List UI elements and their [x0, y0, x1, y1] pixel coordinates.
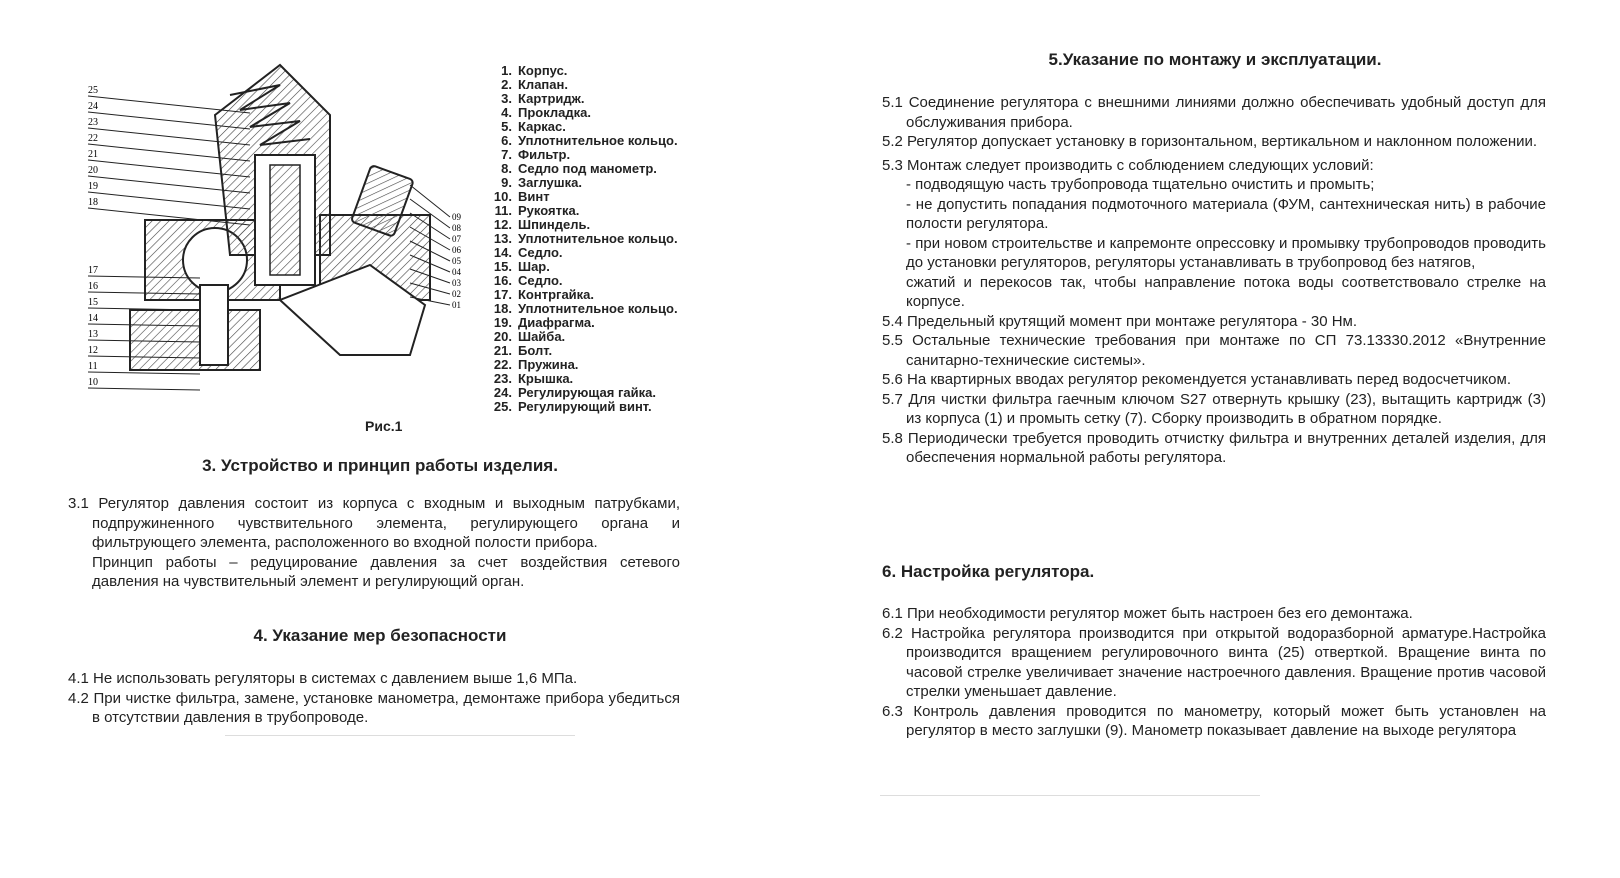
callout-label: 03 — [452, 278, 461, 288]
callout-label: 12 — [88, 345, 98, 356]
part-name: Клапан. — [518, 77, 568, 92]
part-name: Контргайка. — [518, 287, 595, 302]
part-number: 22. — [493, 357, 512, 372]
parts-list-item — [486, 176, 678, 190]
parts-list-item — [486, 232, 678, 246]
part-number: 20. — [493, 329, 512, 344]
left-page — [0, 0, 780, 878]
section-5-heading: 5.Указание по монтажу и эксплуатации. — [1048, 50, 1382, 69]
callout-label: 25 — [88, 85, 98, 96]
part-name: Шар. — [518, 259, 550, 274]
part-name: Шпиндель. — [518, 217, 591, 232]
parts-list-item — [486, 162, 678, 176]
regulator-drawing — [80, 55, 500, 415]
parts-list-item — [486, 92, 678, 106]
callout-label: 15 — [88, 297, 98, 308]
part-name: Фильтр. — [518, 147, 571, 162]
parts-list-item — [486, 330, 678, 344]
parts-list-item — [486, 190, 678, 204]
section-3-body — [68, 494, 680, 592]
part-number: 15. — [493, 259, 512, 274]
parts-list-item — [486, 288, 678, 302]
section-5-3-a: - подводящую часть трубопровода тщательно очистить и промыть; — [906, 176, 1375, 193]
part-number: 4. — [501, 105, 512, 120]
section-5-7-text: 5.7 Для чистки фильтра гаечным ключом S27 отвернуть крышку (23), вытащить картридж (3) из корпуса (1) и промыть сетку (7). Сборку производить в обратном порядке. — [882, 390, 1546, 427]
section-5-4-text: 5.4 Предельный крутящий момент при монтаже регулятора - 30 Нм. — [882, 312, 1358, 330]
section-5-8-text: 5.8 Периодически требуется проводить отчистку фильтра и внутренних деталей изделия, для обеспечения нормальной работы регулятора. — [882, 429, 1546, 466]
part-name: Винт — [518, 189, 550, 204]
parts-list-item — [486, 148, 678, 162]
part-number: 24. — [493, 385, 512, 400]
part-number: 3. — [501, 91, 512, 106]
part-number: 9. — [501, 175, 512, 190]
parts-list-item — [486, 204, 678, 218]
callout-label: 19 — [88, 181, 98, 192]
part-name: Уплотнительное кольцо. — [518, 133, 678, 148]
part-name: Шайба. — [518, 329, 566, 344]
part-number: 10. — [493, 189, 512, 204]
callout-label: 24 — [88, 101, 98, 112]
section-6-3-text: 6.3 Контроль давления проводится по манометру, который может быть установлен на регулятор в место заглушки (9). Манометр показывает давление на выходе регулятора — [882, 702, 1546, 739]
part-name: Рукоятка. — [518, 203, 580, 218]
callout-label: 14 — [88, 313, 98, 324]
part-number: 18. — [493, 301, 512, 316]
part-name: Прокладка. — [518, 105, 591, 120]
section-5-3-d: сжатий и перекосов так, чтобы направление потока воды соответствовало стрелке на корпусе. — [906, 273, 1546, 310]
parts-list-item — [486, 372, 678, 386]
section-4-2-text: 4.2 При чистке фильтра, замене, установке манометра, демонтаже прибора убедиться в отсутствии давления в трубопроводе. — [68, 689, 680, 726]
part-name: Корпус. — [518, 63, 568, 78]
callout-label: 10 — [88, 377, 98, 388]
part-name: Крышка. — [518, 371, 574, 386]
part-number: 11. — [494, 203, 512, 218]
spindle — [270, 165, 300, 275]
parts-list — [486, 64, 678, 414]
parts-list-item — [486, 134, 678, 148]
parts-list-item — [486, 344, 678, 358]
part-number: 1. — [501, 63, 512, 78]
section-4-1-text: 4.1 Не использовать регуляторы в системах с давлением выше 1,6 МПа. — [68, 670, 578, 687]
callout-label: 06 — [452, 245, 461, 255]
section-5-1-text: 5.1 Соединение регулятора с внешними линиями должно обеспечивать удобный доступ для обслуживания прибора. — [882, 94, 1546, 131]
section-6-body — [882, 604, 1546, 741]
callout-leader — [88, 388, 200, 390]
part-number: 25. — [493, 399, 512, 414]
part-name: Седло. — [518, 273, 563, 288]
part-name: Уплотнительное кольцо. — [518, 301, 678, 316]
callout-label: 05 — [452, 256, 461, 266]
callout-label: 01 — [452, 300, 461, 310]
part-number: 8. — [501, 161, 512, 176]
callout-leader — [88, 96, 250, 113]
parts-list-item — [486, 218, 678, 232]
part-number: 19. — [493, 315, 512, 330]
section-6-heading: 6. Настройка регулятора. — [882, 562, 1095, 581]
section-5-3-c: - при новом строительстве и капремонте опрессовку и промывку трубопроводов проводить до установки регуляторов, регуляторы устанавливать в трубопровод без натягов, — [906, 234, 1546, 271]
part-name: Заглушка. — [518, 175, 582, 190]
section-4-body — [68, 669, 680, 728]
part-name: Картридж. — [518, 91, 585, 106]
figure-caption: Рис.1 — [365, 418, 403, 434]
callout-leader — [88, 372, 200, 374]
part-number: 7. — [501, 147, 512, 162]
parts-list-item — [486, 316, 678, 330]
part-number: 23. — [493, 371, 512, 386]
section-3-heading: 3. Устройство и принцип работы изделия. — [202, 456, 558, 475]
section-6-2-text: 6.2 Настройка регулятора производится при открытой водоразборной арматуре.Настройка производится вращением регулировочного винта (25) отверткой. Вращение винта по часовой стрелке увеличивает значение настроечного давления. Вращение против часовой стрелки уменьшает давление. — [882, 624, 1546, 700]
screw — [200, 285, 228, 365]
divider — [225, 735, 575, 736]
part-name: Пружина. — [518, 357, 579, 372]
section-3-principle-text: Принцип работы – редуцирование давления за счет воздействия сетевого давления на чувствительный элемент и регулирующий орган. — [92, 553, 680, 590]
parts-list-item — [486, 64, 678, 78]
handle — [130, 310, 260, 370]
section-5-5-text: 5.5 Остальные технические требования при монтаже по СП 73.13330.2012 «Внутренние санитарно-технические системы». — [882, 332, 1546, 369]
part-number: 14. — [493, 245, 512, 260]
parts-list-item — [486, 386, 678, 400]
part-name: Седло. — [518, 245, 563, 260]
callout-label: 09 — [452, 212, 461, 222]
callout-label: 16 — [88, 281, 98, 292]
callout-label: 07 — [452, 234, 461, 244]
divider-right — [880, 795, 1260, 796]
part-number: 13. — [493, 231, 512, 246]
parts-list-item — [486, 358, 678, 372]
callout-label: 23 — [88, 117, 98, 128]
section-4-heading: 4. Указание мер безопасности — [253, 626, 507, 645]
callout-label: 02 — [452, 289, 461, 299]
regulator-cross-section-figure — [80, 55, 500, 415]
part-name: Седло под манометр. — [518, 161, 657, 176]
part-name: Уплотнительное кольцо. — [518, 231, 678, 246]
parts-list-item — [486, 260, 678, 274]
callout-label: 11 — [88, 361, 98, 372]
parts-list-item — [486, 78, 678, 92]
part-number: 5. — [501, 119, 512, 134]
parts-list-item — [486, 274, 678, 288]
callout-label: 17 — [88, 265, 98, 276]
callout-label: 20 — [88, 165, 98, 176]
part-name: Регулирующая гайка. — [518, 385, 656, 400]
part-name: Диафрагма. — [518, 315, 595, 330]
part-number: 6. — [501, 133, 512, 148]
callout-label: 04 — [452, 267, 461, 277]
part-name: Болт. — [518, 343, 553, 358]
section-5-6-text: 5.6 На квартирных вводах регулятор рекомендуется устанавливать перед водосчетчиком. — [882, 371, 1511, 388]
callout-label: 18 — [88, 197, 98, 208]
right-page — [800, 0, 1620, 878]
part-number: 2. — [501, 77, 512, 92]
parts-list-item — [486, 302, 678, 316]
part-name: Регулирующий винт. — [518, 399, 652, 414]
callout-label: 13 — [88, 329, 98, 340]
callout-label: 22 — [88, 133, 98, 144]
section-5-2-text: 5.2 Регулятор допускает установку в горизонтальном, вертикальном и наклонном положении. — [882, 133, 1538, 150]
parts-list-item — [486, 106, 678, 120]
parts-list-item — [486, 120, 678, 134]
callout-label: 08 — [452, 223, 461, 233]
part-number: 17. — [493, 287, 512, 302]
callout-leader — [410, 185, 450, 217]
parts-list-item — [486, 400, 678, 414]
part-number: 21. — [493, 343, 512, 358]
part-name: Каркас. — [518, 119, 566, 134]
parts-list-item — [486, 246, 678, 260]
section-5-body — [882, 93, 1546, 468]
section-6-1-text: 6.1 При необходимости регулятор может быть настроен без его демонтажа. — [882, 605, 1413, 622]
part-number: 12. — [493, 217, 512, 232]
section-5-3-head: 5.3 Монтаж следует производить с соблюдением следующих условий: — [882, 156, 1374, 174]
section-5-3-b: - не допустить попадания подмоточного материала (ФУМ, сантехническая нить) в рабочие полости регулятора. — [906, 195, 1546, 232]
part-number: 16. — [493, 273, 512, 288]
callout-label: 21 — [88, 149, 98, 160]
section-3-1-text: 3.1 Регулятор давления состоит из корпуса с входным и выходным патрубками, подпружиненного чувствительного элемента, регулирующего органа и фильтрующего элемента, расположенного во входной полости прибора. — [68, 495, 680, 551]
